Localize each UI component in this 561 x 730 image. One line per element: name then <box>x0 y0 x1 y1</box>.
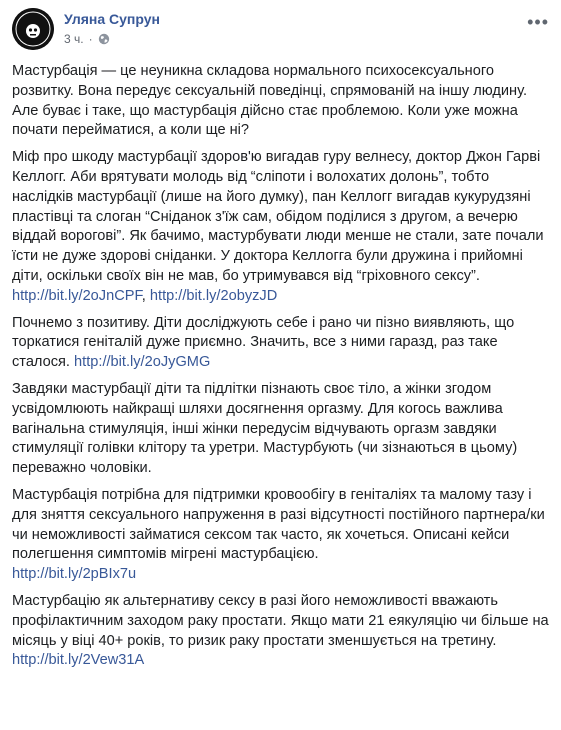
post-body <box>12 62 549 678</box>
post-meta <box>64 32 110 46</box>
link-separator: , <box>141 287 150 304</box>
paragraph <box>12 380 549 479</box>
paragraph <box>12 486 549 585</box>
post-link[interactable]: http://bit.ly/2Vew31A <box>12 652 145 669</box>
paragraph-text: Мастурбацію як альтернативу сексу в разі його неможливості вважають профілактичним заходом раку простати. Якщо мати 21 еякуляцію чи більше на місяць у віці 40+ років, то ризик раку простати зменшується на третину. <box>12 592 549 649</box>
avatar-image <box>12 8 54 50</box>
post-link[interactable]: http://bit.ly/2obyzJD <box>149 287 278 304</box>
paragraph <box>12 314 549 373</box>
paragraph <box>12 592 549 671</box>
post-link[interactable]: http://bit.ly/2oJnCPF <box>12 287 142 304</box>
avatar[interactable] <box>12 8 54 50</box>
post-link[interactable]: http://bit.ly/2oJyGMG <box>74 354 211 371</box>
post-time[interactable]: 3 ч. <box>64 32 84 46</box>
paragraph-text: Завдяки мастурбації діти та підлітки пізнають своє тіло, а жінки згодом усвідомлюють найкращі шляхи досягнення оргазму. Для когось важлива вагінальна стимуляція, інші жінки передусім відчувають оргазм завдяки стимуляції голівки клітору та уретри. Мастурбують (чи зізнаються в цьому) переважно чоловіки. <box>12 380 518 477</box>
paragraph <box>12 148 549 306</box>
meta-separator: · <box>88 32 93 46</box>
paragraph-text: Мастурбація — це неуникна складова нормального психосексуального розвитку. Вона передує сексуальній поведінці, спрямованій на іншу людину. Але буває і таке, що мастурбація дійсно стає проблемою. Коли уже можна почати перейматися, а коли ще ні? <box>12 63 527 139</box>
more-options-icon[interactable]: ••• <box>527 12 549 32</box>
paragraph-text: Почнемо з позитиву. Діти досліджують себе і рано чи пізно виявляють, що торкатися геніталій дуже приємно. Значить, все з ними гаразд, раз таке сталося. <box>12 314 515 371</box>
globe-icon <box>98 33 110 45</box>
post-link[interactable]: http://bit.ly/2pBIx7u <box>12 566 137 583</box>
author-name[interactable]: Уляна Супрун <box>64 11 160 27</box>
paragraph-text: Міф про шкоду мастурбації здоров'ю вигадав гуру велнесу, доктор Джон Гарві Келлогг. Аби врятувати молодь від “сліпоти і волохатих долонь”, тобто наслідків мастурбації (лише на його думку), пан Келлогг вигадав кукурудзяні пластівці та слоган “Сніданок з'їж сам, обідом поділися з другом, а вечерю віддай ворогові”. Як бачимо, мастурбувати люди менше не стали, зате почали їсти не дуже здорові сніданки. У доктора Келлогга були дружина і прийомні діти, оскільки своїх він не мав, бо утримувався від “гріховного сексу”. <box>12 149 544 284</box>
paragraph <box>12 62 549 141</box>
post-header <box>12 8 549 54</box>
paragraph-text: Мастурбація потрібна для підтримки кровообігу в геніталіях та малому тазу і для зняття сексуального напруження в разі відсутності постійного партнера/ки чи неможливості займатися сексом так часто, як хочеться. Описані кейси полегшення симптомів мігрені мастурбацією. <box>12 486 545 563</box>
